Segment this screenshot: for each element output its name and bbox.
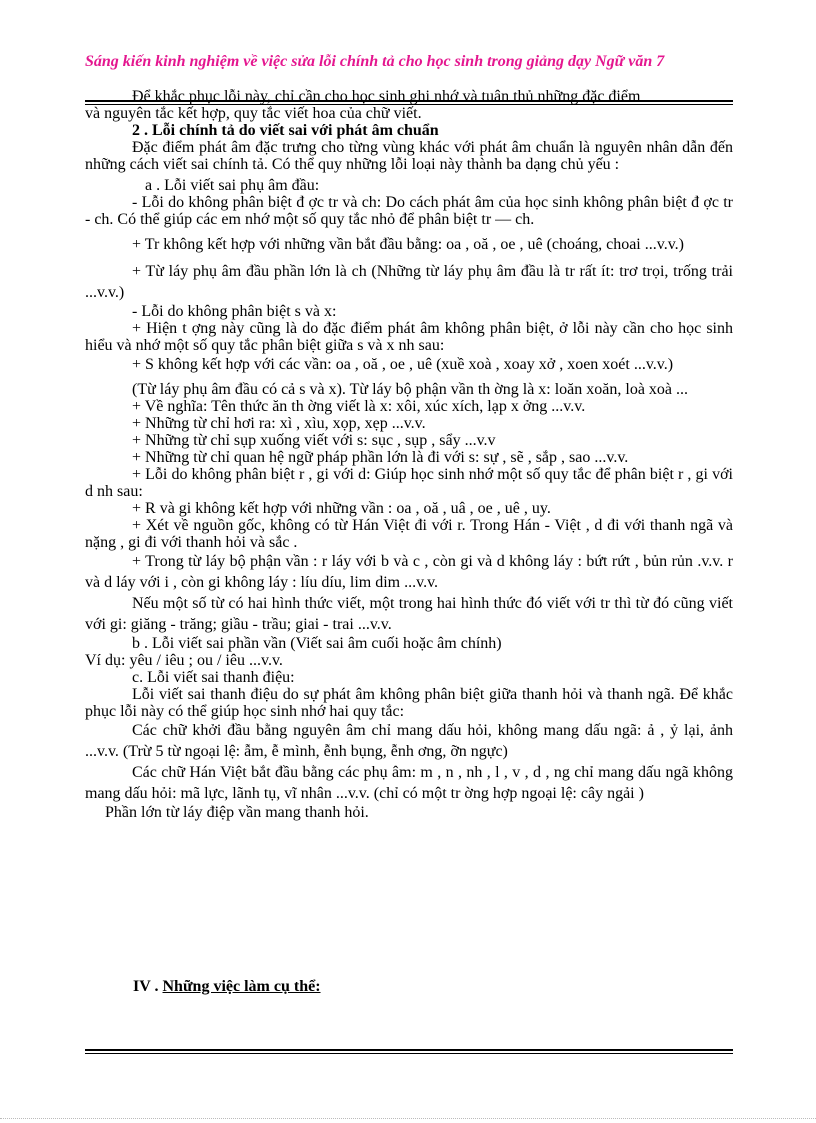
paragraph: + S không kết hợp với các vần: oa , oă , oe , uê (xuề xoà , xoay xở , xoen xoét ...v.v.) <box>132 356 674 373</box>
paragraph: + Về nghĩa: Tên thức ăn th ờng viết là x: xôi, xúc xích, lạp x ởng ...v.v. <box>132 398 586 415</box>
paragraph: b . Lỗi viết sai phần vần (Viết sai âm cuối hoặc âm chính) <box>132 635 502 652</box>
paragraph: + Lỗi do không phân biệt r , gi với d: Giúp học sinh nhớ một số quy tắc để phân biệt r , gi với d nh sau: <box>85 466 733 500</box>
paragraph: + Xét về nguồn gốc, không có từ Hán Việt đi với r. Trong Hán - Việt , d đi với thanh ngã và nặng , gi đi với thanh hỏi và sắc . <box>85 517 733 551</box>
footer-rule <box>85 1049 733 1051</box>
paragraph: + Trong từ láy bộ phận vần : r láy với b và c , còn gi và d không láy : bứt rứt , bủn rủn .v.v. r và d láy với i , còn gi không láy : líu díu, lim dim ...v.v. <box>85 553 733 591</box>
paragraph: + Hiện t ợng này cũng là do đặc điểm phát âm không phân biệt, ở lỗi này cần cho học sinh hiểu và nhớ một số quy tắc phân biệt giữa s và x nh sau: <box>85 320 733 354</box>
paragraph: - Lỗi do không phân biệt đ ợc tr và ch: Do cách phát âm của học sinh không phân biệt đ ợc tr - ch. Có thể giúp các em nhớ một số quy tắc nhỏ để phân biệt tr — ch. <box>85 194 733 228</box>
paragraph: Các chữ Hán Việt bắt đầu bằng các phụ âm: m , n , nh , l , v , d , ng chỉ mang dấu ngã không mang dấu hỏi: mã lực, lãnh tụ, vĩ nhân ...v.v. (chỉ có một tr ờng hợp ngoại lệ: cây ngải ) <box>85 764 733 802</box>
paragraph: và nguyên tắc kết hợp, quy tắc viết hoa của chữ viết. <box>85 105 422 122</box>
document-body <box>85 88 733 821</box>
paragraph: Lỗi viết sai thanh điệu do sự phát âm không phân biệt giữa thanh hỏi và thanh ngã. Để khắc phục lỗi này có thể giúp học sinh nhớ hai quy tắc: <box>85 686 733 720</box>
paragraph: (Từ láy phụ âm đầu có cả s và x). Từ láy bộ phận vần th ờng là x: loăn xoăn, loà xoà ... <box>132 381 689 398</box>
paragraph: Để khắc phục lỗi này, chỉ cần cho học sinh ghi nhớ và tuân thủ những đặc điểm <box>132 88 641 105</box>
section-heading <box>133 978 321 995</box>
paragraph: + Những từ chỉ quan hệ ngữ pháp phần lớn là đi với s: sự , sẽ , sắp , sao ...v.v. <box>132 449 629 466</box>
paragraph: + Tr không kết hợp với những vần bắt đầu bằng: oa , oă , oe , uê (choáng, choai ...v.v.) <box>132 236 684 253</box>
footer-rule-thin <box>85 1053 733 1054</box>
paragraph: + Những từ chỉ hơi ra: xì , xìu, xọp, xẹp ...v.v. <box>132 415 426 432</box>
subheading: 2 . Lỗi chính tả do viết sai với phát âm chuẩn <box>132 122 439 139</box>
paragraph: + Từ láy phụ âm đầu phần lớn là ch (Những từ láy phụ âm đầu là tr rất ít: trơ trọi, trống trải ...v.v.) <box>85 263 733 301</box>
section-number: IV . <box>133 978 159 995</box>
paragraph: Ví dụ: yêu / iêu ; ou / iêu ...v.v. <box>85 652 283 669</box>
page-header: Sáng kiến kinh nghiệm về việc sửa lỗi chính tả cho học sinh trong giảng dạy Ngữ văn 7 <box>85 53 665 70</box>
paragraph: Đặc điểm phát âm đặc trưng cho từng vùng khác với phát âm chuẩn là nguyên nhân dẫn đến những cách viết sai chính tả. Có thể quy những lỗi loại này thành ba dạng chủ yếu : <box>85 139 733 173</box>
paragraph: a . Lỗi viết sai phụ âm đầu: <box>145 177 320 194</box>
paragraph: Các chữ khởi đầu bằng nguyên âm chỉ mang dấu hỏi, không mang dấu ngã: ả , ỷ lại, ảnh ...v.v. (Trừ 5 từ ngoại lệ: ẫm, ễ mình, ễnh bụng, ễnh ơng, ỡn ngực) <box>85 722 733 760</box>
section-title: Những việc làm cụ thể: <box>162 978 321 995</box>
paragraph: + Những từ chỉ sụp xuống viết với s: sục , sụp , sẩy ...v.v <box>132 432 496 449</box>
paragraph: c. Lỗi viết sai thanh điệu: <box>132 669 295 686</box>
paragraph: Phần lớn từ láy điệp vần mang thanh hỏi. <box>105 804 369 821</box>
paragraph: Nếu một số từ có hai hình thức viết, một trong hai hình thức đó viết với tr thì từ đó cũng viết với gi: giăng - trăng; giầu - trầu; giai - trai ...v.v. <box>85 595 733 633</box>
paragraph: - Lỗi do không phân biệt s và x: <box>132 303 337 320</box>
page-edge <box>0 1118 816 1119</box>
paragraph: + R và gi không kết hợp với những vần : oa , oă , uâ , oe , uê , uy. <box>132 500 551 517</box>
